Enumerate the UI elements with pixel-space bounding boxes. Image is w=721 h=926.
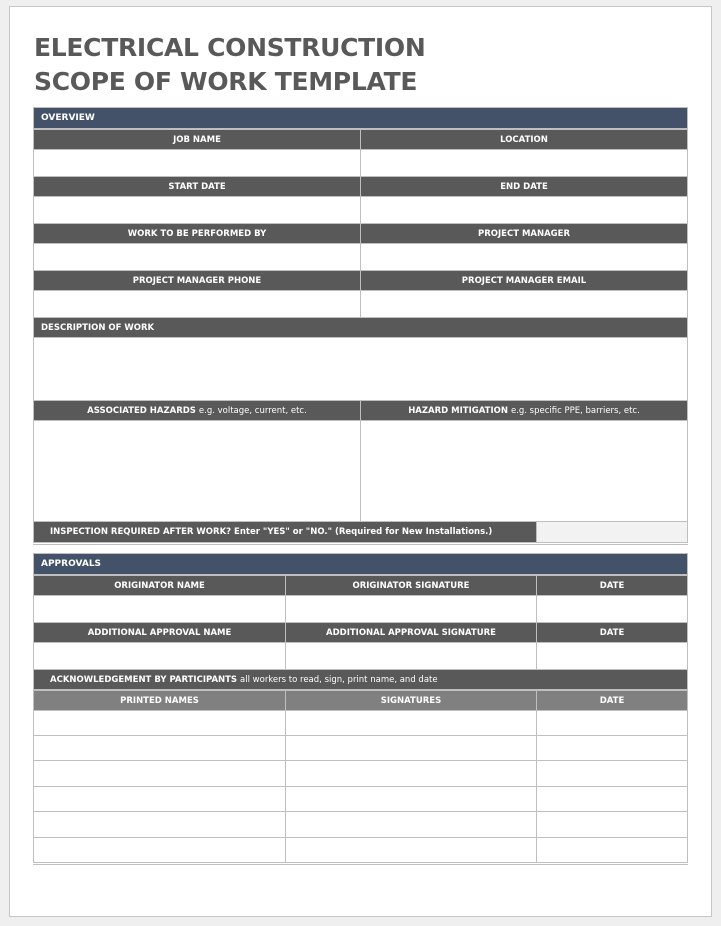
end-date-label: END DATE bbox=[360, 176, 688, 197]
participant-date-field[interactable] bbox=[536, 760, 688, 787]
associated-hazards-field[interactable] bbox=[33, 420, 361, 522]
approvals-section-header: APPROVALS bbox=[33, 553, 688, 575]
project-manager-phone-field[interactable] bbox=[33, 290, 361, 318]
work-performed-by-field[interactable] bbox=[33, 243, 361, 271]
acknowledgement-hint: all workers to read, sign, print name, and date bbox=[240, 674, 438, 685]
participant-date-field[interactable] bbox=[536, 786, 688, 812]
associated-hazards-label bbox=[33, 400, 361, 421]
additional-approval-name-label: ADDITIONAL APPROVAL NAME bbox=[33, 622, 286, 643]
start-date-label: START DATE bbox=[33, 176, 361, 197]
participant-date-field[interactable] bbox=[536, 735, 688, 761]
column-date: DATE bbox=[536, 690, 688, 711]
participant-printed-name-field[interactable] bbox=[33, 837, 286, 863]
column-signatures: SIGNATURES bbox=[285, 690, 537, 711]
job-name-label: JOB NAME bbox=[33, 129, 361, 150]
acknowledgement-title: ACKNOWLEDGEMENT BY PARTICIPANTS bbox=[50, 674, 238, 685]
document-title-line-1: ELECTRICAL CONSTRUCTION bbox=[34, 33, 426, 62]
project-manager-label: PROJECT MANAGER bbox=[360, 223, 688, 244]
column-printed-names: PRINTED NAMES bbox=[33, 690, 286, 711]
overview-section-header: OVERVIEW bbox=[33, 107, 688, 129]
originator-date-label: DATE bbox=[536, 575, 688, 596]
job-name-field[interactable] bbox=[33, 149, 361, 177]
project-manager-email-field[interactable] bbox=[360, 290, 688, 318]
participant-signature-field[interactable] bbox=[285, 837, 537, 863]
work-performed-by-label: WORK TO BE PERFORMED BY bbox=[33, 223, 361, 244]
hazard-mitigation-field[interactable] bbox=[360, 420, 688, 522]
additional-approval-name-field[interactable] bbox=[33, 642, 286, 670]
project-manager-field[interactable] bbox=[360, 243, 688, 271]
participant-printed-name-field[interactable] bbox=[33, 760, 286, 787]
location-label: LOCATION bbox=[360, 129, 688, 150]
originator-signature-label: ORIGINATOR SIGNATURE bbox=[285, 575, 537, 596]
approvals-table-bottom-border bbox=[33, 864, 688, 865]
associated-hazards-title: ASSOCIATED HAZARDS bbox=[87, 405, 196, 416]
project-manager-phone-label: PROJECT MANAGER PHONE bbox=[33, 270, 361, 291]
hazard-mitigation-title: HAZARD MITIGATION bbox=[408, 405, 508, 416]
originator-name-field[interactable] bbox=[33, 595, 286, 623]
additional-approval-date-label: DATE bbox=[536, 622, 688, 643]
location-field[interactable] bbox=[360, 149, 688, 177]
participant-printed-name-field[interactable] bbox=[33, 786, 286, 812]
participant-date-field[interactable] bbox=[536, 710, 688, 736]
additional-approval-signature-field[interactable] bbox=[285, 642, 537, 670]
participant-signature-field[interactable] bbox=[285, 735, 537, 761]
description-of-work-label: DESCRIPTION OF WORK bbox=[33, 317, 688, 338]
participant-signature-field[interactable] bbox=[285, 811, 537, 838]
participant-signature-field[interactable] bbox=[285, 786, 537, 812]
end-date-field[interactable] bbox=[360, 196, 688, 224]
originator-name-label: ORIGINATOR NAME bbox=[33, 575, 286, 596]
participant-signature-field[interactable] bbox=[285, 760, 537, 787]
originator-date-field[interactable] bbox=[536, 595, 688, 623]
hazard-mitigation-label bbox=[360, 400, 688, 421]
participant-signature-field[interactable] bbox=[285, 710, 537, 736]
additional-approval-date-field[interactable] bbox=[536, 642, 688, 670]
document-title-line-2: SCOPE OF WORK TEMPLATE bbox=[34, 67, 418, 96]
project-manager-email-label: PROJECT MANAGER EMAIL bbox=[360, 270, 688, 291]
description-of-work-field[interactable] bbox=[33, 337, 688, 401]
overview-table-bottom-border bbox=[33, 544, 688, 545]
start-date-field[interactable] bbox=[33, 196, 361, 224]
hazard-mitigation-hint: e.g. specific PPE, barriers, etc. bbox=[510, 405, 640, 416]
participant-printed-name-field[interactable] bbox=[33, 710, 286, 736]
inspection-required-field[interactable] bbox=[536, 521, 688, 543]
participant-printed-name-field[interactable] bbox=[33, 811, 286, 838]
participant-printed-name-field[interactable] bbox=[33, 735, 286, 761]
associated-hazards-hint: e.g. voltage, current, etc. bbox=[198, 405, 307, 416]
additional-approval-signature-label: ADDITIONAL APPROVAL SIGNATURE bbox=[285, 622, 537, 643]
acknowledgement-label bbox=[33, 669, 688, 690]
inspection-required-label: INSPECTION REQUIRED AFTER WORK? Enter "YES" or "NO." (Required for New Installations.) bbox=[33, 521, 537, 543]
participant-date-field[interactable] bbox=[536, 837, 688, 863]
participant-date-field[interactable] bbox=[536, 811, 688, 838]
originator-signature-field[interactable] bbox=[285, 595, 537, 623]
